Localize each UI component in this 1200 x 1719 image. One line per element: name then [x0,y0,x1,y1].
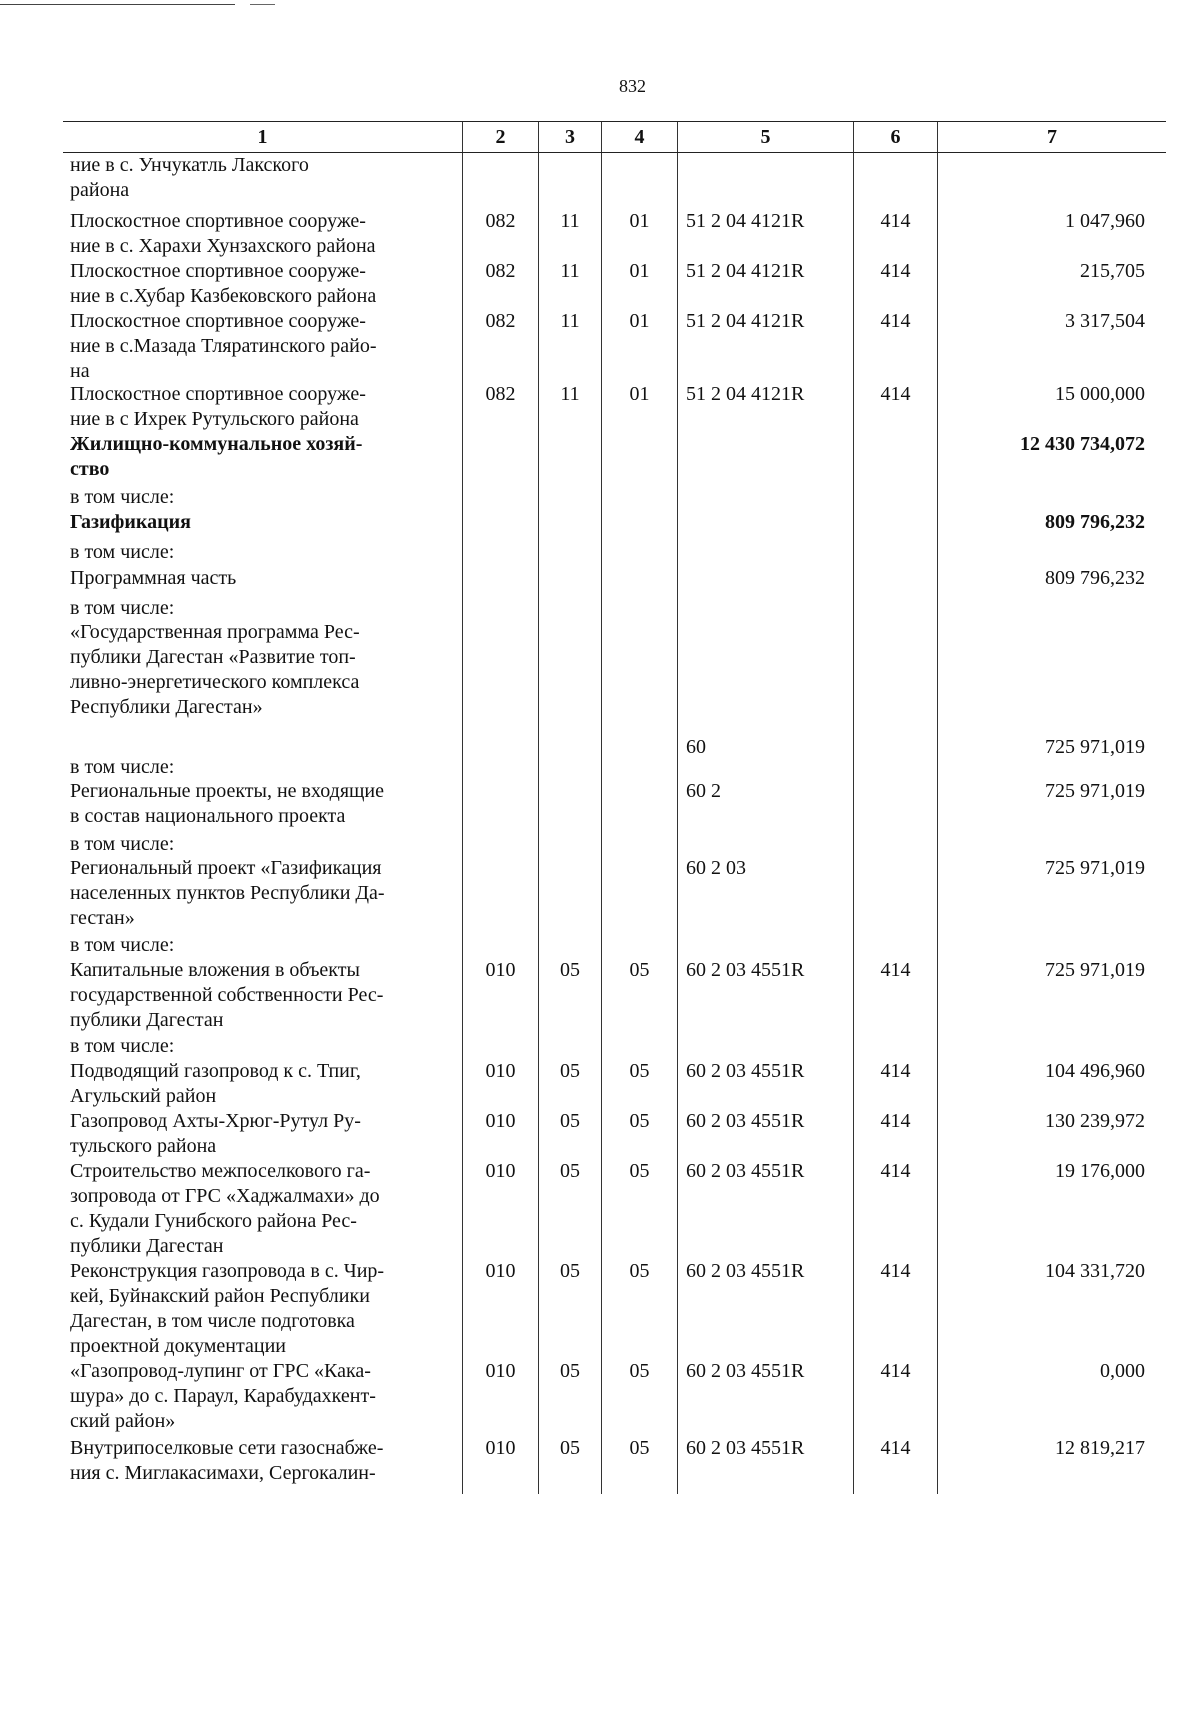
row-col-2: 082 [462,209,538,259]
row-col-3: 11 [538,259,601,309]
row-col-6 [853,720,937,755]
row-col-3: 11 [538,382,601,432]
row-col-4 [601,1034,677,1059]
row-name: Жилищно-коммунальное хозяй- ство [70,433,363,480]
top-rule-short [250,4,275,5]
row-col-4: 05 [601,1159,677,1259]
row-col-4: 05 [601,1359,677,1436]
row-col-6: 414 [853,1436,937,1494]
row-col-3 [538,856,601,933]
row-col-3: 11 [538,209,601,259]
row-col-5 [677,510,853,540]
row-col-3: 05 [538,1359,601,1436]
row-col-2: 010 [462,1359,538,1436]
budget-table [63,121,1166,1494]
row-col-5: 51 2 04 4121R [677,259,853,309]
row-col-3 [538,432,601,485]
table-row [63,1259,1166,1359]
row-col-4: 01 [601,309,677,382]
row-name: в том числе: [70,1035,175,1057]
row-name: Плоскостное спортивное сооруже- ние в с. Харахи Хунзахского района [70,210,376,257]
row-col-6 [853,540,937,566]
row-name: Программная часть [70,567,237,589]
row-col-6: 414 [853,259,937,309]
row-name: Подводящий газопровод к с. Тпиг, Агульский район [70,1060,361,1107]
row-col-2 [462,856,538,933]
row-col-7: 104 496,960 [937,1059,1166,1109]
row-col-5 [677,540,853,566]
row-col-7: 104 331,720 [937,1259,1166,1359]
row-col-2 [462,596,538,620]
row-col-4 [601,510,677,540]
row-col-6 [853,432,937,485]
row-col-6 [853,856,937,933]
row-name: ние в с. Унчукатль Лакского района [70,154,309,201]
row-col-4 [601,720,677,755]
row-col-2 [462,720,538,755]
row-col-7 [937,933,1166,958]
row-col-3 [538,510,601,540]
row-col-4: 05 [601,1436,677,1494]
row-col-5 [677,485,853,510]
row-col-5 [677,933,853,958]
top-rule [0,4,235,5]
row-name: Реконструкция газопровода в с. Чир- кей, Буйнакский район Республики Дагестан, в том числе подготовка проектной документации [70,1260,385,1357]
row-name: Плоскостное спортивное сооруже- ние в с.Мазада Тляратинского райо- на [70,310,377,382]
row-name [63,720,462,755]
row-col-4 [601,432,677,485]
row-col-5: 60 2 03 [677,856,853,933]
row-col-4 [601,596,677,620]
row-col-6 [853,620,937,720]
table-row [63,382,1166,432]
row-col-3: 11 [538,309,601,382]
header-col-5: 5 [677,122,853,152]
row-col-2 [462,510,538,540]
row-col-6 [853,566,937,596]
row-col-2 [462,432,538,485]
row-col-4 [601,540,677,566]
row-name: Газопровод Ахты-Хрюг-Рутул Ру- тульского района [70,1110,361,1157]
row-name: Плоскостное спортивное сооруже- ние в с Ихрек Рутульского района [70,383,366,430]
row-col-3 [538,540,601,566]
row-col-3 [538,832,601,856]
table-row [63,1159,1166,1259]
table-row [63,309,1166,382]
row-col-2 [462,933,538,958]
table-row [63,259,1166,309]
row-col-4: 05 [601,1259,677,1359]
row-col-5 [677,1034,853,1059]
table-row [63,832,1166,856]
row-col-5: 51 2 04 4121R [677,209,853,259]
row-col-6: 414 [853,209,937,259]
row-col-2: 082 [462,382,538,432]
row-col-4 [601,566,677,596]
row-col-3 [538,779,601,832]
row-col-7: 3 317,504 [937,309,1166,382]
page-number: 832 [619,76,646,96]
row-col-7: 12 430 734,072 [937,432,1166,485]
row-col-4 [601,620,677,720]
row-col-5 [677,596,853,620]
row-col-2 [462,832,538,856]
row-col-7: 725 971,019 [937,856,1166,933]
row-col-2 [462,1034,538,1059]
row-col-6 [853,933,937,958]
row-col-3: 05 [538,1059,601,1109]
row-col-3: 05 [538,1109,601,1159]
row-col-7 [937,1034,1166,1059]
row-col-5 [677,620,853,720]
row-col-5: 60 2 03 4551R [677,1259,853,1359]
row-name: Капитальные вложения в объекты государственной собственности Рес- публики Дагестан [70,959,384,1031]
row-col-7: 19 176,000 [937,1159,1166,1259]
table-header [63,121,1166,153]
row-col-4 [601,485,677,510]
row-col-7: 0,000 [937,1359,1166,1436]
row-col-6: 414 [853,958,937,1034]
row-col-5: 60 2 03 4551R [677,1109,853,1159]
row-col-7: 15 000,000 [937,382,1166,432]
table-row [63,933,1166,958]
row-col-7: 725 971,019 [937,779,1166,832]
table-row [63,779,1166,832]
table-row [63,485,1166,510]
row-col-5 [677,153,853,209]
row-col-7: 809 796,232 [937,510,1166,540]
row-col-4 [601,779,677,832]
row-col-4: 01 [601,209,677,259]
row-col-6 [853,1034,937,1059]
table-row [63,755,1166,779]
header-col-1: 1 [257,126,268,148]
row-col-7: 215,705 [937,259,1166,309]
row-col-5: 60 [677,720,853,755]
table-row [63,620,1166,720]
row-col-5: 60 2 03 4551R [677,1159,853,1259]
row-col-2: 010 [462,1259,538,1359]
row-col-7: 809 796,232 [937,566,1166,596]
row-col-5: 60 2 [677,779,853,832]
row-col-6: 414 [853,1159,937,1259]
row-col-6 [853,596,937,620]
row-col-6: 414 [853,309,937,382]
row-name: «Государственная программа Рес- публики Дагестан «Развитие топ- ливно-энергетического комплекса Республики Дагестан» [70,621,360,718]
row-name: в том числе: [70,486,175,508]
row-col-2 [462,540,538,566]
row-col-3 [538,566,601,596]
row-name: в том числе: [70,934,175,956]
row-name: Плоскостное спортивное сооруже- ние в с.Хубар Казбековского района [70,260,377,307]
row-col-2 [462,153,538,209]
row-col-7 [937,485,1166,510]
row-name: в том числе: [70,756,175,778]
row-name: в том числе: [70,833,175,855]
row-name: Строительство межпоселкового га- зопровода от ГРС «Хаджалмахи» до с. Кудали Гунибского района Рес- публики Дагестан [70,1160,380,1257]
row-col-3: 05 [538,1159,601,1259]
row-col-5: 60 2 03 4551R [677,1059,853,1109]
table-body [63,153,1166,1494]
row-col-6 [853,485,937,510]
row-col-2 [462,620,538,720]
row-col-2 [462,779,538,832]
row-col-5 [677,755,853,779]
header-col-7: 7 [937,122,1166,152]
table-row [63,1436,1166,1494]
row-col-4: 05 [601,958,677,1034]
row-col-3 [538,755,601,779]
row-col-5: 60 2 03 4551R [677,1436,853,1494]
row-col-4: 01 [601,382,677,432]
row-col-7 [937,755,1166,779]
row-col-7: 12 819,217 [937,1436,1166,1494]
row-col-2: 010 [462,1059,538,1109]
row-col-7 [937,153,1166,209]
row-col-6: 414 [853,1259,937,1359]
table-row [63,596,1166,620]
row-col-7 [937,620,1166,720]
header-col-2: 2 [462,122,538,152]
row-col-3 [538,933,601,958]
row-col-3: 05 [538,1259,601,1359]
row-name: в том числе: [70,597,175,619]
row-col-5: 51 2 04 4121R [677,309,853,382]
row-col-6: 414 [853,1359,937,1436]
row-col-5: 51 2 04 4121R [677,382,853,432]
row-col-3: 05 [538,958,601,1034]
row-col-6 [853,755,937,779]
row-col-6 [853,153,937,209]
table-row [63,958,1166,1034]
row-name: Региональный проект «Газификация населенных пунктов Республики Да- гестан» [70,857,385,929]
row-name: Региональные проекты, не входящие в состав национального проекта [70,780,385,827]
row-col-5: 60 2 03 4551R [677,958,853,1034]
row-col-2: 010 [462,958,538,1034]
row-col-7 [937,596,1166,620]
row-name: «Газопровод-лупинг от ГРС «Кака- шура» до с. Параул, Карабудахкент- ский район» [70,1360,376,1432]
row-col-6 [853,832,937,856]
row-col-3 [538,485,601,510]
row-name: Газификация [70,511,191,533]
row-col-2 [462,485,538,510]
row-col-4 [601,153,677,209]
row-col-7: 1 047,960 [937,209,1166,259]
row-col-6: 414 [853,382,937,432]
row-col-2: 082 [462,309,538,382]
row-col-3 [538,720,601,755]
header-col-4: 4 [601,122,677,152]
table-row [63,1359,1166,1436]
row-col-2 [462,755,538,779]
row-col-7 [937,540,1166,566]
row-col-5 [677,832,853,856]
row-col-4 [601,933,677,958]
row-col-2 [462,566,538,596]
row-col-4: 05 [601,1109,677,1159]
row-col-3: 05 [538,1436,601,1494]
row-col-7 [937,832,1166,856]
row-col-7: 725 971,019 [937,958,1166,1034]
table-row [63,720,1166,758]
row-col-4 [601,832,677,856]
table-row [63,1059,1166,1109]
table-row [63,209,1166,259]
table-row [63,432,1166,485]
row-col-4 [601,755,677,779]
table-row [63,540,1166,566]
header-col-6: 6 [853,122,937,152]
row-col-7: 725 971,019 [937,720,1166,755]
row-col-5 [677,432,853,485]
table-row [63,1034,1166,1059]
row-name: Внутрипоселковые сети газоснабже- ния с. Миглакасимахи, Сергокалин- [70,1437,384,1484]
table-row [63,566,1166,596]
row-col-4: 01 [601,259,677,309]
row-col-4: 05 [601,1059,677,1109]
header-col-3: 3 [538,122,601,152]
table-row [63,856,1166,933]
row-col-6 [853,510,937,540]
table-row [63,153,1166,209]
row-col-2: 082 [462,259,538,309]
table-row [63,510,1166,540]
row-col-3 [538,1034,601,1059]
row-name: в том числе: [70,541,175,563]
row-col-2: 010 [462,1436,538,1494]
row-col-2: 010 [462,1159,538,1259]
row-col-3 [538,620,601,720]
row-col-5: 60 2 03 4551R [677,1359,853,1436]
row-col-4 [601,856,677,933]
row-col-5 [677,566,853,596]
table-row [63,1109,1166,1159]
row-col-2: 010 [462,1109,538,1159]
row-col-3 [538,596,601,620]
row-col-6 [853,779,937,832]
row-col-7: 130 239,972 [937,1109,1166,1159]
row-col-3 [538,153,601,209]
row-col-6: 414 [853,1109,937,1159]
row-col-6: 414 [853,1059,937,1109]
